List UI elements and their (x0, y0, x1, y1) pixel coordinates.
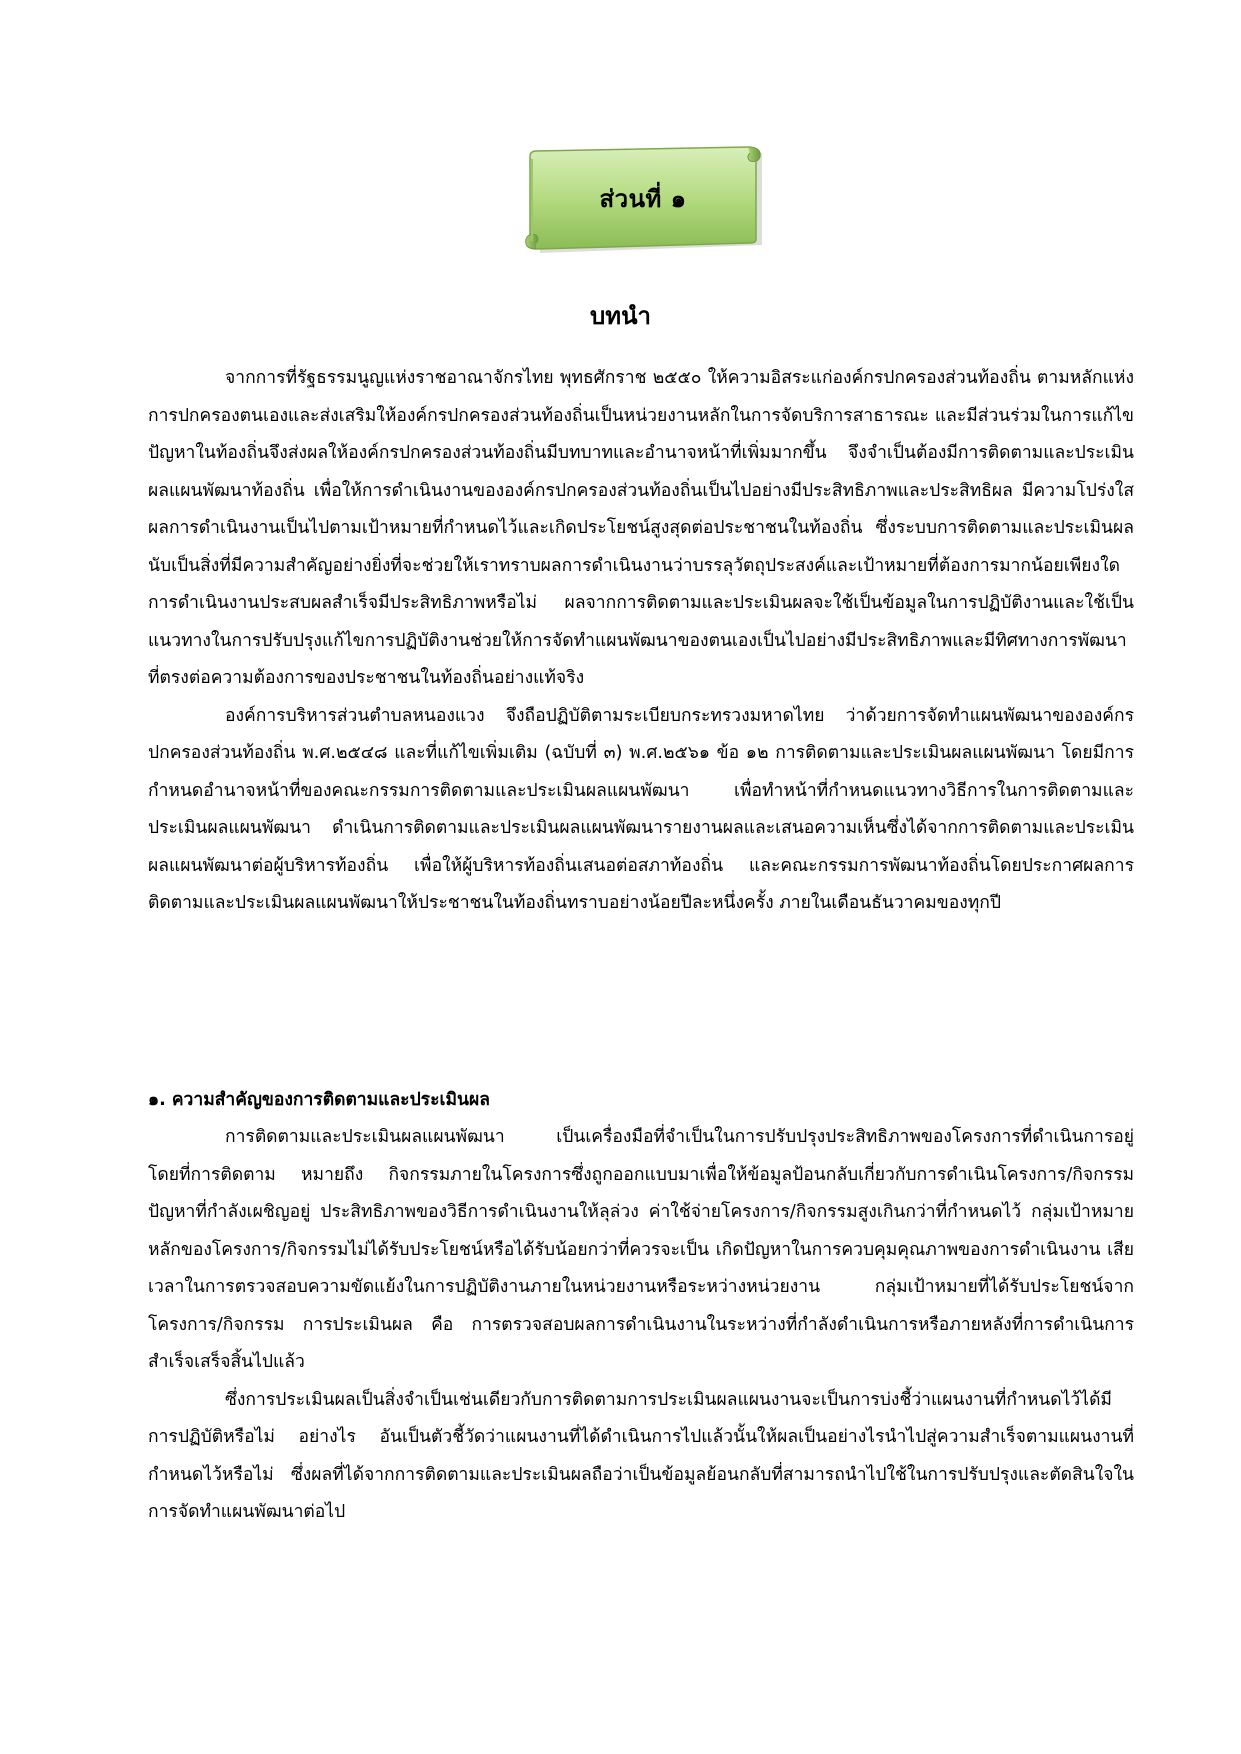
section-banner (522, 145, 764, 253)
intro-paragraph-1: จากการที่รัฐธรรมนูญแห่งราชอาณาจักรไทย พุทธศักราช ๒๕๕๐ ให้ความอิสระแก่องค์กรปกครองส่วนท้องถิ่น ตามหลักแห่งการปกครองตนเองและส่งเสริมให้องค์กรปกครองส่วนท้องถิ่นเป็นหน่วยงานหลักในการจัดบริการสาธารณะ และมีส่วนร่วมในการแก้ไขปัญหาในท้องถิ่นจึงส่งผลให้องค์กรปกครองส่วนท้องถิ่นมีบทบาทและอำนาจหน้าที่เพิ่มมากขึ้น จึงจำเป็นต้องมีการติดตามและประเมินผลแผนพัฒนาท้องถิ่น เพื่อให้การดำเนินงานขององค์กรปกครองส่วนท้องถิ่นเป็นไปอย่างมีประสิทธิภาพและประสิทธิผล มีความโปร่งใส ผลการดำเนินงานเป็นไปตามเป้าหมายที่กำหนดไว้และเกิดประโยชน์สูงสุดต่อประชาชนในท้องถิ่น ซึ่งระบบการติดตามและประเมินผลนับเป็นสิ่งที่มีความสำคัญอย่างยิ่งที่จะช่วยให้เราทราบผลการดำเนินงานว่าบรรลุวัตถุประสงค์และเป้าหมายที่ต้องการมากน้อยเพียงใด การดำเนินงานประสบผลสำเร็จมีประสิทธิภาพหรือไม่ ผลจากการติดตามและประเมินผลจะใช้เป็นข้อมูลในการปฏิบัติงานและใช้เป็นแนวทางในการปรับปรุงแก้ไขการปฏิบัติงานช่วยให้การจัดทำแผนพัฒนาของตนเองเป็นไปอย่างมีประสิทธิภาพและมีทิศทางการพัฒนาที่ตรงต่อความต้องการของประชาชนในท้องถิ่นอย่างแท้จริง (148, 368, 1134, 688)
intro-section (148, 360, 1134, 923)
page-title: บทนำ (590, 302, 651, 330)
section-1-body (148, 1119, 1134, 1532)
banner-label: ส่วนที่ ๑ (599, 185, 687, 213)
section-1-paragraph-2: ซึ่งการประเมินผลเป็นสิ่งจำเป็นเช่นเดียวกับการติดตามการประเมินผลแผนงานจะเป็นการบ่งชี้ว่าแผนงานที่กำหนดไว้ได้มีการปฏิบัติหรือไม่ อย่างไร อันเป็นตัวชี้วัดว่าแผนงานที่ได้ดำเนินการไปแล้วนั้นให้ผลเป็นอย่างไรนำไปสู่ความสำเร็จตามแผนงานที่กำหนดไว้หรือไม่ ซึ่งผลที่ได้จากการติดตามและประเมินผลถือว่าเป็นข้อมูลย้อนกลับที่สามารถนำไปใช้ในการปรับปรุงและตัดสินใจในการจัดทำแผนพัฒนาต่อไป (148, 1389, 1134, 1522)
section-1-paragraph-1: การติดตามและประเมินผลแผนพัฒนา เป็นเครื่องมือที่จำเป็นในการปรับปรุงประสิทธิภาพของโครงการที่ดำเนินการอยู่ โดยที่การติดตาม หมายถึง กิจกรรมภายในโครงการซึ่งถูกออกแบบมาเพื่อให้ข้อมูลป้อนกลับเกี่ยวกับการดำเนินโครงการ/กิจกรรม ปัญหาที่กำลังเผชิญอยู่ ประสิทธิภาพของวิธีการดำเนินงานให้ลุล่วง ค่าใช้จ่ายโครงการ/กิจกรรมสูงเกินกว่าที่กำหนดไว้ กลุ่มเป้าหมายหลักของโครงการ/กิจกรรมไม่ได้รับประโยชน์หรือได้รับน้อยกว่าที่ควรจะเป็น เกิดปัญหาในการควบคุมคุณภาพของการดำเนินงาน เสียเวลาในการตรวจสอบความขัดแย้งในการปฏิบัติงานภายในหน่วยงานหรือระหว่างหน่วยงาน กลุ่มเป้าหมายที่ได้รับประโยชน์จากโครงการ/กิจกรรม การประเมินผล คือ การตรวจสอบผลการดำเนินงานในระหว่างที่กำลังดำเนินการหรือภายหลังที่การดำเนินการสำเร็จเสร็จสิ้นไปแล้ว (148, 1127, 1134, 1372)
section-1-heading: ๑. ความสำคัญของการติดตามและประเมินผล (148, 1090, 490, 1110)
intro-paragraph-2: องค์การบริหารส่วนตำบลหนองแวง จึงถือปฏิบัติตามระเบียบกระทรวงมหาดไทย ว่าด้วยการจัดทำแผนพัฒนาขององค์กรปกครองส่วนท้องถิ่น พ.ศ.๒๕๔๘ และที่แก้ไขเพิ่มเติม (ฉบับที่ ๓) พ.ศ.๒๕๖๑ ข้อ ๑๒ การติดตามและประเมินผลแผนพัฒนา โดยมีการกำหนดอำนาจหน้าที่ของคณะกรรมการติดตามและประเมินผลแผนพัฒนา เพื่อทำหน้าที่กำหนดแนวทางวิธีการในการติดตามและประเมินผลแผนพัฒนา ดำเนินการติดตามและประเมินผลแผนพัฒนารายงานผลและเสนอความเห็นซึ่งได้จากการติดตามและประเมินผลแผนพัฒนาต่อผู้บริหารท้องถิ่น เพื่อให้ผู้บริหารท้องถิ่นเสนอต่อสภาท้องถิ่น และคณะกรรมการพัฒนาท้องถิ่นโดยประกาศผลการติดตามและประเมินผลแผนพัฒนาให้ประชาชนในท้องถิ่นทราบอย่างน้อยปีละหนึ่งครั้ง ภายในเดือนธันวาคมของทุกปี (148, 705, 1134, 913)
